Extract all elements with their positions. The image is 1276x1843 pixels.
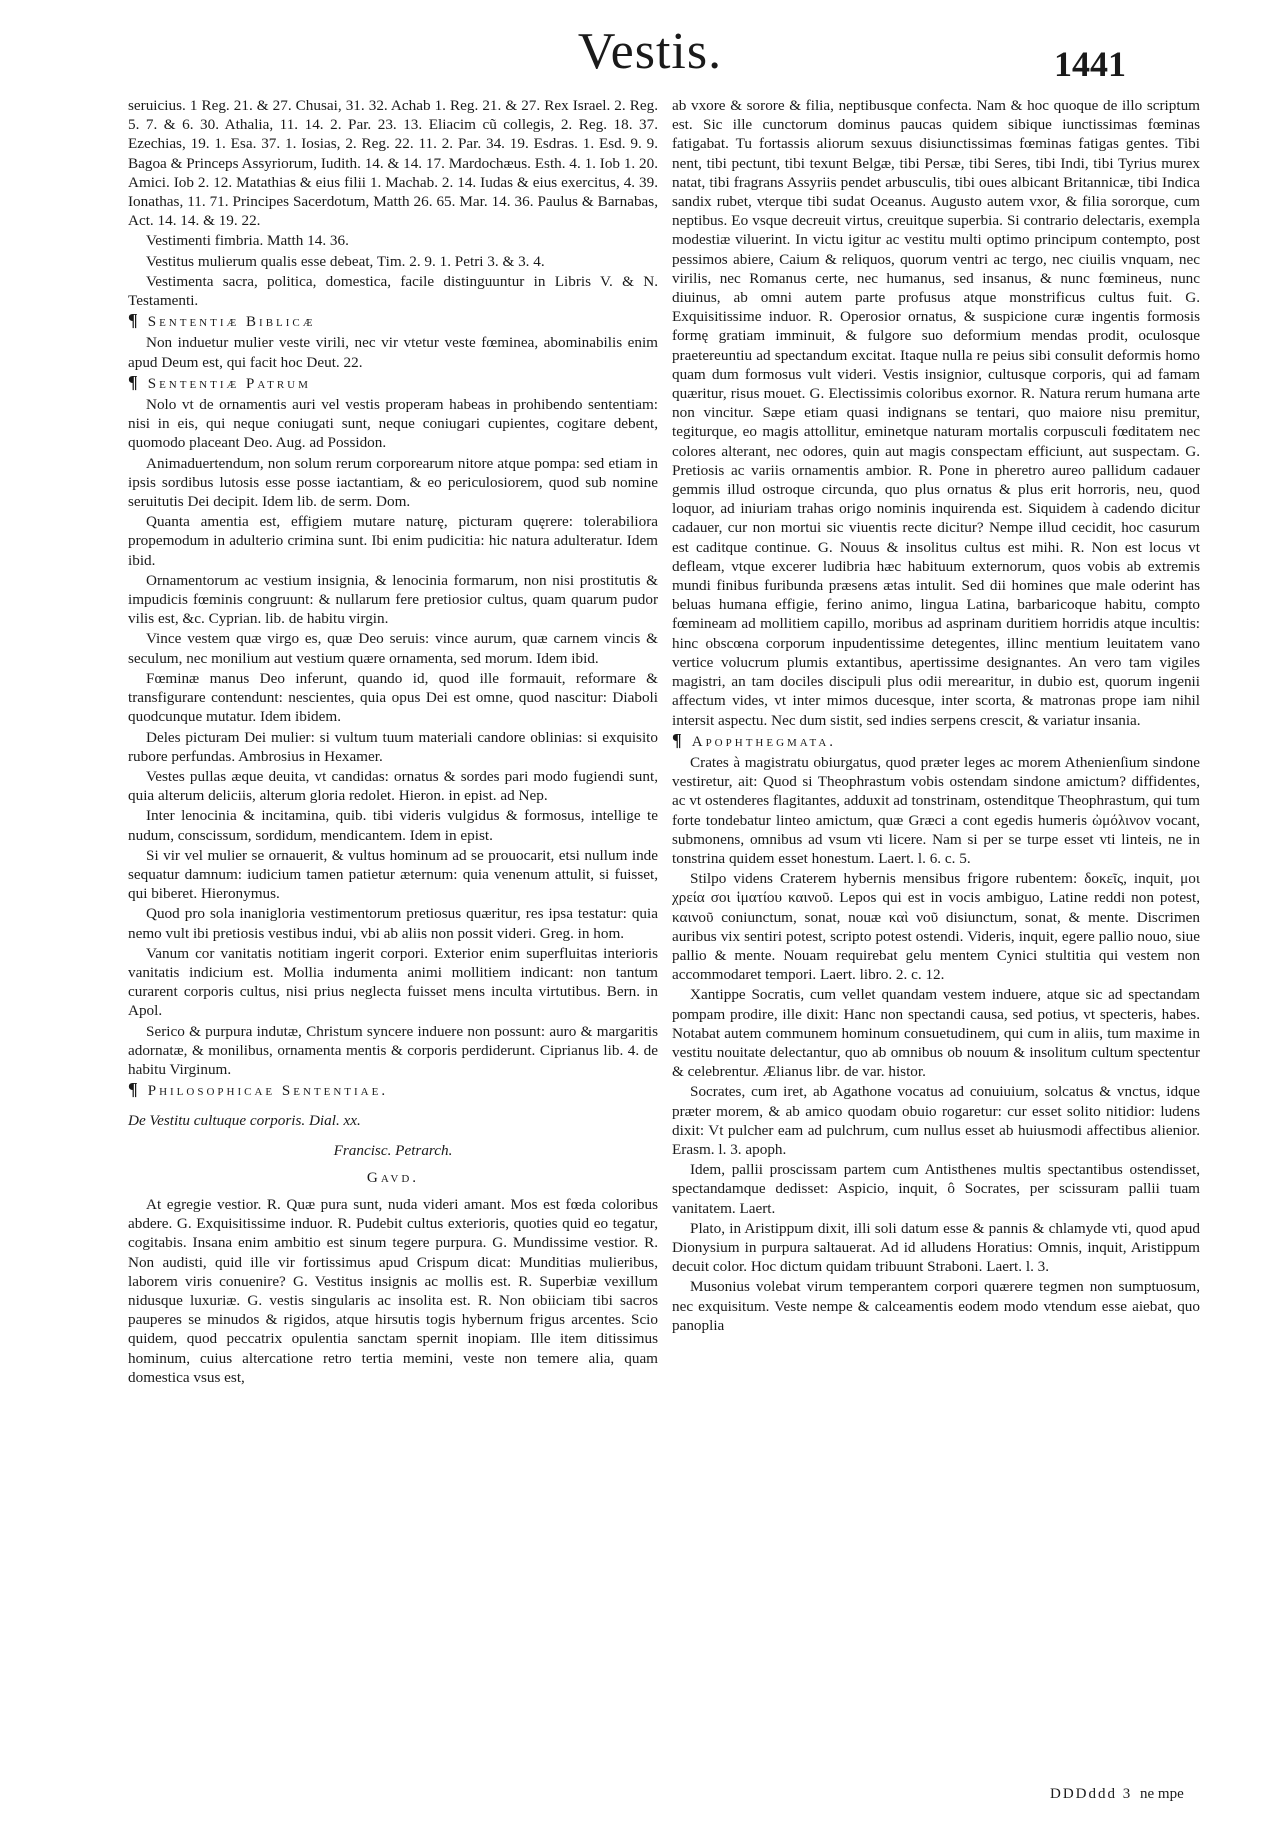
signature-mark: DDDddd 3 [1050, 1786, 1133, 1802]
pilcrow-icon: ¶ [128, 310, 138, 331]
section-heading-apophthegmata [672, 731, 1200, 752]
running-title: Vestis. [577, 23, 723, 80]
heading-text: Philosophicae Sententiae. [147, 1083, 389, 1100]
speaker-label: Gavd. [366, 1168, 420, 1186]
left-column [128, 96, 658, 1388]
text-paragraph: Si vir vel mulier se ornauerit, & vultus hominum ad se prouocarit, etsi nullum inde sequatur damnum: iudicium tamen patietur æternum: quia venenum attulit, si fuisset, qui biberet. Hieronymus. [128, 846, 658, 903]
text-paragraph: Stilpo videns Craterem hybernis mensibus frigore rubentem: δοκεῖς, inquit, μοι χρεία σοι ἱματίου καινοῦ. Lepos qui est in vocis ambiguo, Latine reddi non potest, καινοῦ coniunctum, sonat, nouæ καὶ νοῦ disiunctum, sonat, & mente. Discrimen auribus vix sentiri potest, scripto potest ostendi. Videris, inquit, egere pallio nouo, siue pallio & mente. Nouam requirebat gelu mentem Cynici stultitia qui vestem non accommodaret tempori. Laert. libro. 2. c. 12. [672, 870, 1200, 984]
section-heading-biblicae [128, 311, 658, 332]
pilcrow-icon: ¶ [128, 1079, 138, 1100]
text-paragraph: Vestes pullas æque deuita, vt candidas: ornatus & sordes pari modo fugiendi sunt, quia alterum deliciis, alterum gloria redolet. Hieron. in epist. ad Nep. [128, 767, 658, 805]
text-paragraph: Vestitus mulierum qualis esse debeat, Tim. 2. 9. 1. Petri 3. & 3. 4. [146, 252, 545, 270]
section-heading-philosophicae [128, 1080, 658, 1101]
heading-text: Sententiæ Patrum [147, 375, 311, 392]
author-name: Francisc. Petrarch. [333, 1141, 453, 1159]
text-paragraph: Vince vestem quæ virgo es, quæ Deo seruis: vince aurum, quæ carnem vincis & seculum, nec monilium aut vestium quære ornamenta, sed morum. Idem ibid. [128, 630, 658, 667]
text-paragraph: seruicius. 1 Reg. 21. & 27. Chusai, 31. 32. Achab 1. Reg. 21. & 27. Rex Israel. 2. Reg. 5. 7. & 6. 30. Athalia, 11. 14. 2. Par. 23. 13. Eliacim cũ collegis, 2. Reg. 18. 37. Ezechias, 19. 1. Esa. 37. 1. Iosias, 2. Reg. 22. 11. 2. Par. 34. 19. Esdras. 1. Esd. 9. 9. Bagoa & Princeps Assyriorum, Iudith. 14. & 14. 17. Mardochæus. Esth. 4. 1. Iob 1. 20. Amici. Iob 2. 12. Matathias & eius filii 1. Machab. 2. 14. Iudas & eius exercitus, 4. 39. Ionathas, 11. 71. Principes Sacerdotum, Matth 26. 65. Mar. 14. 36. Paulus & Barnabas, Act. 14. 14. & 19. 22. [128, 97, 658, 230]
heading-text: Sententiæ Biblicæ [147, 314, 316, 331]
text-paragraph: ab vxore & sorore & filia, neptibusque confecta. Nam & hoc quoque de illo scriptum est. Sic ille cunctorum dominus paucas quidem sibique iunctissimas fœminas fatigabat. Tu fortassis aliorum sexuus disiunctissimas fœminas fatigas gentes. Tibi nent, tibi pectunt, tibi texunt Belgæ, tibi Persæ, tibi Seres, tibi Indi, tibi Tyrius murex natat, tibi fragrans Assyriis pendet arbusculis, tibi oues albicant Britannicæ, tibi Indica sandix rubet, vterque tibi sudat Oceanus. Augusto autem vxor, & filia sororque, cum neptibus. Eo vsque decreuit virtus, creuitque superbia. Si contrario delectaris, exempla modestiæ viluerint. In victu igitur ac vestitu multi optimo principum contempto, post pessimos abiere, Caium & reliquos, quorum ventri ac tergo, nec ciuilis vnquam, nec virilis, nec Romanus certe, nec humanus, sed insanus, & nunc fœmineus, nunc diuinus, ab omni autem parte profusus atque monstrificus cultus fuit. G. Exquisitissime induor. R. Operosior ornatus, & suspicione curæ ingentis formosis formę gratiam imminuit, & fulgore suo deformium mendas prodit, oculosque praetereuntiu ad spectandum excitat. Itaque nulla re peius sibi consulit deformis homo quam dum formosus vult videri. Vestis insignior, cultusque corporis, qui ad famam quæritur, risus mouet. G. Electissimis coloribus exornor. R. Natura rerum humana arte non vincitur. Sæpe etiam quasi indignans se tentari, quo maiore nisu premitur, tegiturque, eo magis attollitur, eminetque naturam mortalis corpusculi fœditatem nec colores alterant, nec odores, quin aut magis conspectam efficiunt, aut suspectam. G. Pretiosis ac variis ornamentis ambior. R. Pone in pheretro aureo pallidum cadauer gemmis illud ostroque circunda, quo plus ornatus & plus erit horroris, neu, quod loquor, ad iniuriam trahas origo nominis inquirenda est. Siquidem à cadendo dicitur cadauer, cur non mortui sic viuentis recte dicitur? Nempe illud cecidit, hoc casurum est caditque continue. G. Nouus & insolitus cultus est mihi. R. Non est locus vt defleam, vtque excerer ludibria hæc habituum externorum, quos vobis ab extremis mundi finibus furibunda præsens ætas intulit. Sed dii homines que male oderint has beluas humana effigie, ferino animo, lingua Latina, barbaricoque habitu, compto fœmineam ad mollitiem capillo, moribus ad asprinam duritiem horridis atque incultis: hinc obscœna corporum inpudentissime detegentes, illinc mentium leuitatem vano vertice volucrum plumis extantibus, apertissime designantes. An vero tam vigiles magistri, an tam dociles discipuli plus odii merearitur, in dubio est, quorum ingenii affectum vides, vt inter mimos ducesque, inter scorta, & matronas prope iam nihil intersit aspectu. Nec dum sistit, sed indies serpens crescit, & variatur insania. [672, 97, 1200, 729]
pilcrow-icon: ¶ [672, 729, 682, 750]
text-paragraph: Quod pro sola inanigloria vestimentorum pretiosus quæritur, res ipsa testatur: quia nemo vult ibi pretiosis vestibus indui, vbi ab aliis non possit videri. Greg. in hom. [128, 905, 658, 942]
text-paragraph: Idem, pallii proscissam partem cum Antisthenes multis spectantibus ostendisset, spectandamque dedisset: Aspicio, inquit, ô Socrates, per scissuram pallii tuam vanitatem. Laert. [672, 1161, 1200, 1217]
text-paragraph: Socrates, cum iret, ab Agathone vocatus ad conuiuium, solcatus & vnctus, idque præter morem, & ab amico quodam obuio rogaretur: cur esset solito nitidior: ludens dixit: Vt pulcher eam ad pulchrum, cum nullus esset ab huiusmodi affectibus alienior. Erasm. l. 3. apoph. [672, 1083, 1200, 1158]
text-paragraph: Fœminæ manus Deo inferunt, quando id, quod ille formauit, reformare & transfigurare contendunt: nescientes, quia opus Dei est omne, quod nascitur: Diaboli quodcunque mutatur. Idem ibidem. [128, 669, 658, 726]
text-paragraph: Xantippe Socratis, cum vellet quandam vestem induere, atque sic ad spectandam pompam prodire, ille dixit: Hanc non spectandi causa, sed potius, vt specteris, habes. Notabat autem communem hominum consuetudinem, qui cum in aliis, tum maxime in vestitu nouitate delectantur, quo ab omnibus ob nouum & insolitum cultum spectentur & celebrentur. Ælianus libr. de var. histor. [672, 986, 1200, 1081]
text-paragraph: Non induetur mulier veste virili, nec vir vtetur veste fœminea, abominabilis enim apud Deum est, qui facit hoc Deut. 22. [128, 334, 658, 371]
dialog-title: De Vestitu cultuque corporis. Dial. xx. [128, 1112, 361, 1130]
text-paragraph: Animaduertendum, non solum rerum corporearum nitore atque pompa: sed etiam in ipsis sordibus lutosis esse posse iactantiam, & eo periculosiorem, quod sub nomine seruitutis Dei decipit. Idem lib. de serm. Dom. [128, 454, 658, 511]
text-paragraph: Crates à magistratu obiurgatus, quod præter leges ac morem Athenienſium sindone vestiretur, ait: Quod si Theophrastum vobis ostendam sindone amictum? diffidentes, ac vt ostenderes flagitantes, adduxit ad tonstrinam, ostenditque Theophrastum, qui tum forte tondebatur linteo amictum, quæ Græci a cont egedis humeris ὠμόλινον vocant, submonens, omnibus ad vsum vti licere. Nam si per se turpe esset vti linteis, ne in tonstrina quidem esset honestum. Laert. l. 6. c. 5. [672, 753, 1200, 867]
text-paragraph: Nolo vt de ornamentis auri vel vestis properam habeas in prohibendo sententiam: nisi in eis, qui neque coniugati sunt, neque coniugari cupientes, cogitare debent, quomodo placeant Deo. Aug. ad Possidon. [128, 396, 658, 452]
heading-text: Apophthegmata. [691, 733, 837, 750]
text-paragraph: Deles picturam Dei mulier: si vultum tuum materiali candore oblinias: si exquisito rubore perfundas. Ambrosius in Hexamer. [128, 728, 658, 765]
text-paragraph: Vestimenta sacra, politica, domestica, facile distinguuntur in Libris V. & N. Testamenti. [128, 272, 658, 310]
text-paragraph: Vestimenti fimbria. Matth 14. 36. [146, 232, 349, 250]
catchword: ne mpe [1140, 1786, 1184, 1802]
pilcrow-icon: ¶ [128, 371, 138, 392]
text-paragraph: Musonius volebat virum temperantem corpori quærere tegmen non sumptuosum, nec exquisitum. Veste nempe & calceamentis eodem modo vtendum esse aiebat, quo panoplia [672, 1278, 1200, 1334]
text-paragraph: Serico & purpura indutæ, Christum syncere induere non possunt: auro & margaritis adornatæ, & monilibus, ornamenta mentis & corporis perdiderunt. Ciprianus lib. 4. de habitu Virginum. [128, 1022, 658, 1078]
text-paragraph: Ornamentorum ac vestium insignia, & lenocinia formarum, non nisi prostitutis & impudicis fœminis congruunt: & nullarum fere pretiosior cultus, quam quarum pudor vilis est, &c. Cyprian. lib. de habitu virgin. [128, 571, 658, 628]
text-paragraph: Quanta amentia est, effigiem mutare naturę, picturam quęrere: tolerabiliora propemodum in adulterio crimina sunt. Ibi enim pudicitia: hic natura adulteratur. Idem ibid. [128, 513, 658, 569]
right-column [672, 96, 1200, 1336]
text-paragraph: Vanum cor vanitatis notitiam ingerit corpori. Exterior enim superfluitas interioris vanitatis indicium est. Mollia indumenta animi mollitiem indicant: non tantum curarent corporis cultus, nisi prius neglecta fuisset mens inculta virtutibus. Bern. in Apol. [128, 944, 658, 1020]
text-paragraph: At egregie vestior. R. Quæ pura sunt, nuda videri amant. Mos est fœda coloribus abdere. G. Exquisitissime induor. R. Pudebit cultus exterioris, quoties quid eo tegatur, cogitabis. Insana enim ambitio est sinum tegere purpura. G. Mundissime vestior. R. Non audisti, quid ille vir fortissimus apud Crispum dicat: Munditias mulieribus, laborem viris conuenire? G. Vestitus insignis ac mollis est. R. Superbiæ vexillum nidusque luxuriæ. G. vestis singularis ac insolita est. R. Non obiiciam tibi sacros pauperes se minudos & rigidos, atque hirsutis togis hybernum frigus arcentes. Scio quidem, quod peccatrix opulentia sanctam spernit inopiam. Ille item ditissimus hominum, cuius altercatione retro tertia memini, veste non temere alia, quam domestica vsus est, [128, 1195, 658, 1386]
text-paragraph: Inter lenocinia & incitamina, quib. tibi videris vulgidus & formosus, intellige te nudum, conscissum, sordidum, mendicantem. Idem in epist. [128, 807, 658, 844]
section-heading-patrum [128, 373, 658, 394]
text-paragraph: Plato, in Aristippum dixit, illi soli datum esse & pannis & chlamyde vti, quod apud Dionysium in purpura saltauerat. Ad id alludens Horatius: Omnis, inquit, Aristippum decuit color. Hoc dictum quidam tribuunt Straboni. Laert. l. 3. [672, 1219, 1200, 1276]
page-number: 1441 [1054, 44, 1126, 84]
